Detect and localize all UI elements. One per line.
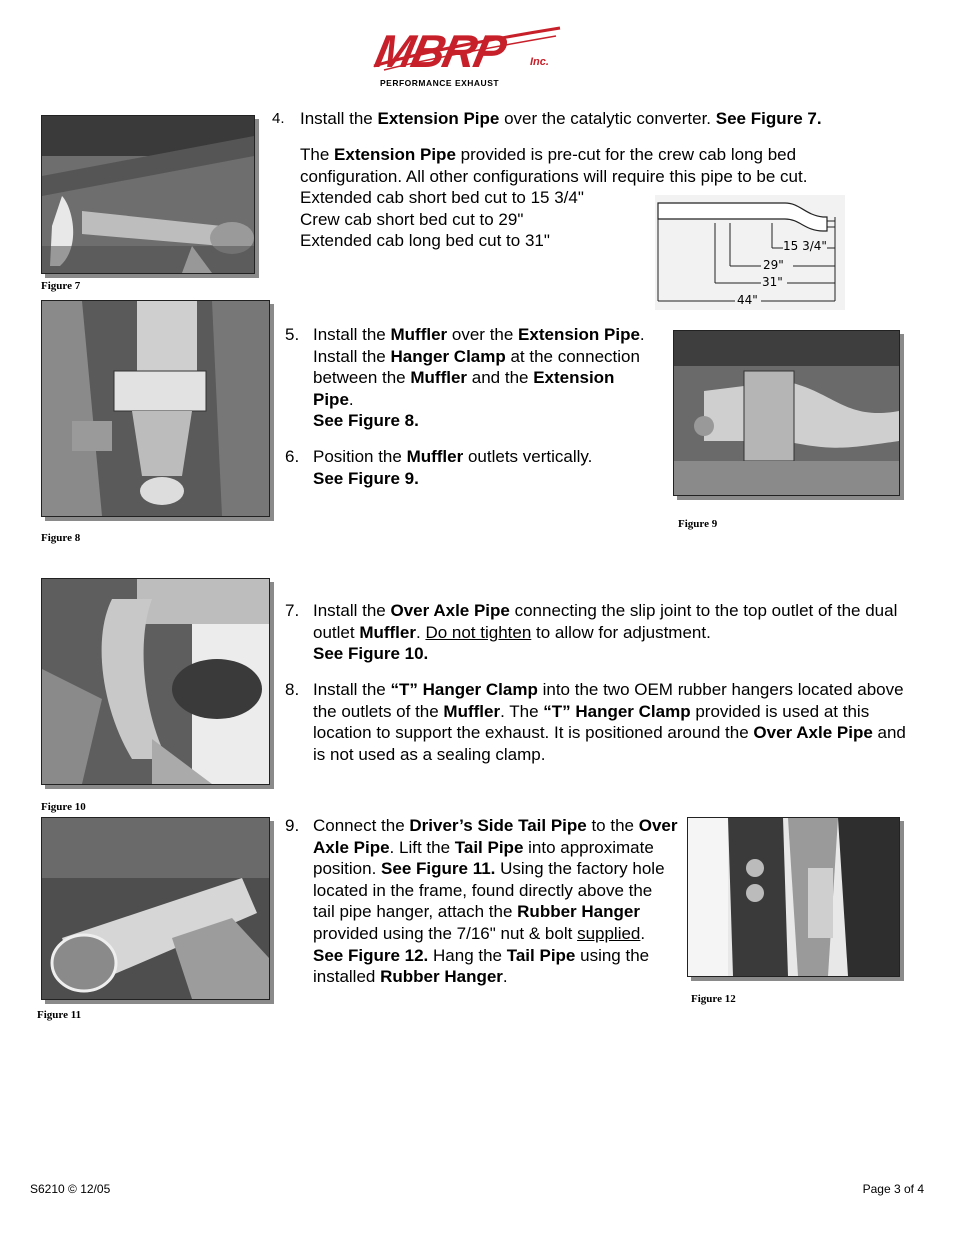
figure-12-caption: Figure 12 [691, 993, 736, 1005]
diagram-label-31: 31" [762, 275, 783, 289]
diagram-label-15-3-4: 15 3/4" [783, 239, 827, 253]
step-5-figure-ref: See Figure 8. [313, 411, 419, 431]
figure-7-caption: Figure 7 [41, 280, 81, 292]
step-8-text: Install the “T” Hanger Clamp into the two OEM rubber hangers located above the outlets of the Muffler. The “T” Hanger Clamp provided is used at this location to support the exhaust. It is positioned around the Over Axle Pipe and is not used as a sealing clamp. [313, 680, 906, 764]
figure-12-photo [687, 817, 900, 977]
page-number: Page 3 of 4 [862, 1182, 924, 1196]
logo-suffix: Inc. [530, 56, 549, 68]
step-4-text: Install the Extension Pipe over the catalytic converter. See Figure 7. [300, 109, 822, 128]
step-7-number: 7. [285, 601, 300, 620]
step-8-number: 8. [285, 680, 300, 699]
document-code: S6210 © 12/05 [30, 1182, 111, 1196]
mbrp-logo [360, 22, 570, 92]
step-4-detail-text: The Extension Pipe provided is pre-cut for the crew cab long bed configuration. All other configurations will require this pipe to be cut. [300, 145, 808, 186]
cut-length-extended-short: Extended cab short bed cut to 15 3/4" [300, 188, 584, 208]
figure-9-photo [673, 330, 900, 496]
figure-11-photo [41, 817, 270, 1000]
diagram-label-29: 29" [763, 258, 784, 272]
step-6-figure-ref: See Figure 9. [313, 468, 419, 488]
step-9-text: Connect the Driver’s Side Tail Pipe to the Over Axle Pipe. Lift the Tail Pipe into approximate position. See Figure 11. Using the factory hole located in the frame, found directly above the tail pipe hanger, attach the Rubber Hanger provided using the 7/16" nut & bolt supplied. See Figure 12. Hang the Tail Pipe using the installed Rubber Hanger. [313, 816, 678, 987]
figure-11-caption: Figure 11 [37, 1009, 82, 1021]
figure-9-caption: Figure 9 [678, 518, 718, 530]
figure-8-caption: Figure 8 [41, 532, 81, 544]
step-7-text: Install the Over Axle Pipe connecting the slip joint to the top outlet of the dual outlet Muffler. Do not tighten to allow for adjustment. [313, 601, 898, 642]
step-5-number: 5. [285, 325, 300, 344]
step-4-number: 4. [272, 110, 285, 127]
figure-10-photo [41, 578, 270, 785]
figure-10-caption: Figure 10 [41, 801, 86, 813]
cut-length-extended-long: Extended cab long bed cut to 31" [300, 231, 550, 251]
step-9-number: 9. [285, 816, 300, 835]
figure-7-photo [41, 115, 255, 274]
step-5-text: Install the Muffler over the Extension Pipe. Install the Hanger Clamp at the connection between the Muffler and the Extension Pipe. [313, 325, 645, 409]
step-6-text: Position the Muffler outlets vertically. [313, 447, 593, 466]
logo-brand: MBRP [370, 25, 509, 77]
diagram-label-44: 44" [737, 293, 758, 307]
step-6-number: 6. [285, 447, 300, 466]
extension-pipe-diagram [655, 195, 845, 310]
logo-tagline: PERFORMANCE EXHAUST [380, 78, 500, 88]
step-7-figure-ref: See Figure 10. [313, 644, 429, 664]
cut-length-crew-short: Crew cab short bed cut to 29" [300, 209, 524, 229]
figure-8-photo [41, 300, 270, 517]
